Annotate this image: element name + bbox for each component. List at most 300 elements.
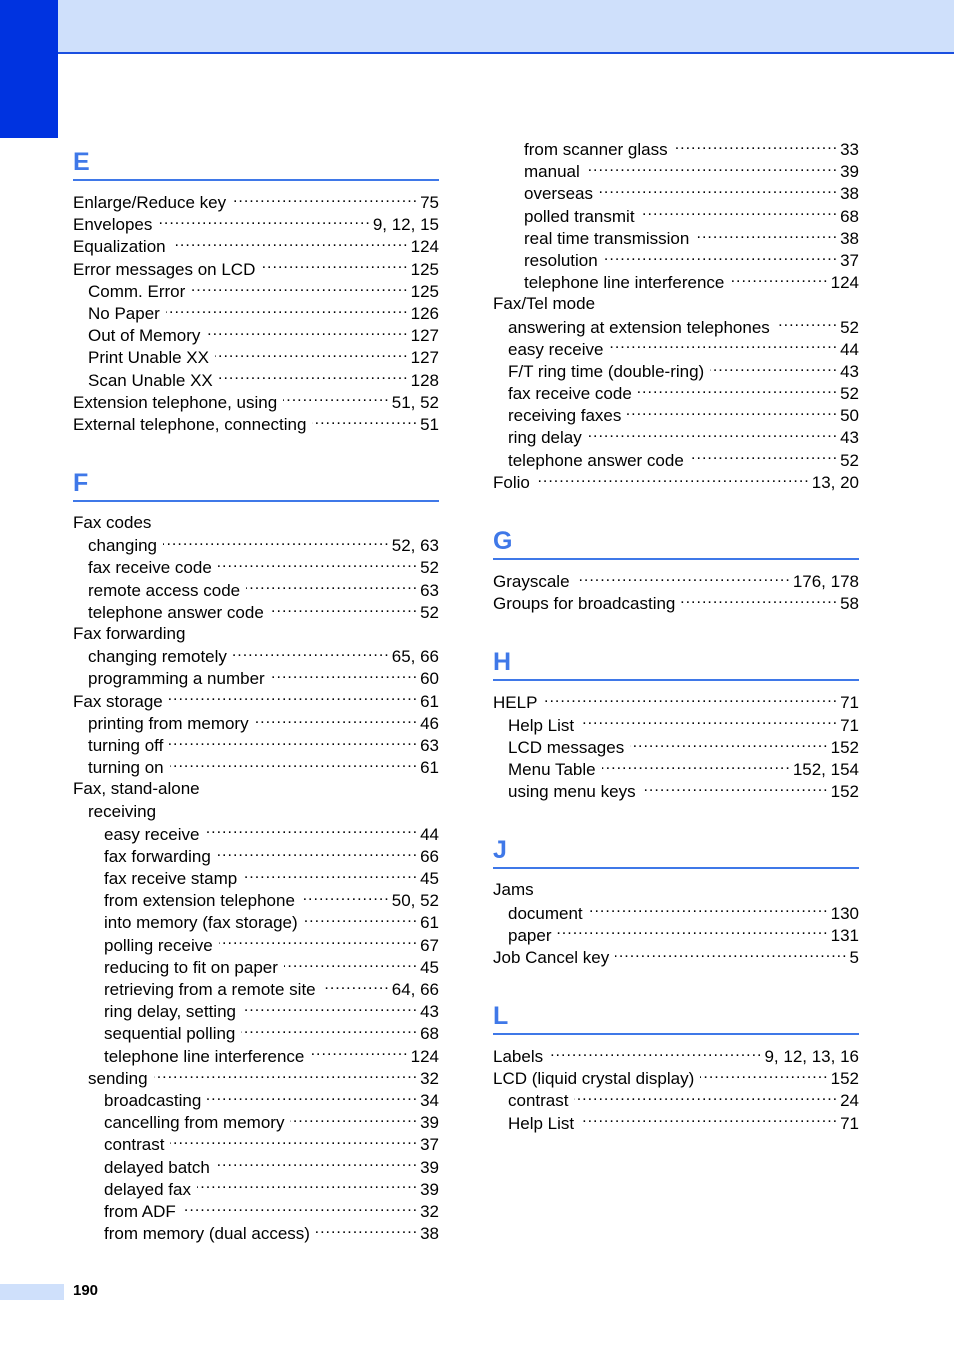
index-pages: 52, 63 bbox=[391, 536, 439, 556]
index-pages: 124 bbox=[410, 237, 439, 257]
index-pages: 64, 66 bbox=[391, 980, 439, 999]
dot-leader bbox=[304, 911, 418, 928]
index-term: into memory (fax storage) bbox=[104, 913, 298, 933]
dot-leader bbox=[776, 316, 838, 333]
index-pages: 124 bbox=[410, 1046, 439, 1066]
index-pages: 68 bbox=[420, 1024, 439, 1044]
index-entry bbox=[493, 160, 859, 182]
dot-leader bbox=[219, 934, 418, 951]
footer-band bbox=[0, 1284, 64, 1300]
dot-leader bbox=[586, 160, 838, 177]
index-term: ring delay, setting bbox=[104, 1002, 236, 1022]
index-term: contrast bbox=[508, 1091, 569, 1111]
dot-leader bbox=[674, 138, 838, 155]
index-entry bbox=[73, 756, 439, 778]
index-term: remote access code bbox=[88, 580, 241, 600]
index-term: ring delay bbox=[508, 428, 582, 448]
dot-leader bbox=[169, 690, 418, 707]
index-term: Comm. Error bbox=[88, 281, 186, 301]
index-pages: 43 bbox=[840, 428, 859, 448]
index-pages: 68 bbox=[840, 206, 859, 226]
index-pages: 60 bbox=[420, 669, 439, 689]
index-entry bbox=[73, 911, 439, 933]
dot-leader bbox=[232, 191, 418, 208]
dot-leader bbox=[681, 592, 838, 609]
index-entry bbox=[493, 691, 859, 713]
dot-leader bbox=[301, 889, 390, 906]
dot-leader bbox=[690, 449, 838, 466]
index-entry bbox=[73, 889, 439, 911]
index-pages: 51, 52 bbox=[391, 392, 439, 412]
index-pages: 71 bbox=[840, 715, 859, 735]
index-entry bbox=[493, 946, 859, 968]
index-term: sending bbox=[88, 1068, 148, 1088]
dot-leader bbox=[642, 780, 829, 797]
index-entry bbox=[73, 667, 439, 689]
index-entry bbox=[73, 845, 439, 867]
index-entry bbox=[73, 823, 439, 845]
index-pages: 38 bbox=[420, 1224, 439, 1244]
index-entry bbox=[493, 924, 859, 946]
index-pages: 44 bbox=[420, 824, 439, 844]
dot-leader bbox=[630, 736, 828, 753]
dot-leader bbox=[557, 924, 828, 941]
index-entry bbox=[73, 534, 439, 556]
index-entry bbox=[73, 1222, 439, 1244]
index-entry bbox=[73, 956, 439, 978]
section-gap bbox=[493, 968, 859, 992]
index-term: cancelling from memory bbox=[104, 1113, 285, 1133]
index-term: Help List bbox=[508, 715, 575, 735]
dot-leader bbox=[290, 1111, 418, 1128]
index-pages: 63 bbox=[420, 735, 439, 755]
index-entry bbox=[73, 280, 439, 302]
dot-leader bbox=[261, 258, 408, 275]
index-pages: 5 bbox=[849, 947, 859, 967]
index-term: fax receive code bbox=[508, 384, 632, 404]
index-entry bbox=[73, 413, 439, 435]
index-pages: 39 bbox=[840, 162, 859, 182]
index-term: easy receive bbox=[104, 824, 200, 844]
index-pages: 39 bbox=[420, 1179, 439, 1199]
index-term: No Paper bbox=[88, 303, 160, 323]
index-pages: 44 bbox=[840, 339, 859, 359]
index-term: Enlarge/Reduce key bbox=[73, 193, 227, 212]
index-entry bbox=[73, 1089, 439, 1111]
dot-leader bbox=[242, 1000, 418, 1017]
index-term: programming a number bbox=[88, 669, 265, 689]
index-entry bbox=[73, 1156, 439, 1178]
dot-leader bbox=[271, 667, 418, 684]
index-pages: 39 bbox=[420, 1157, 439, 1177]
index-entry bbox=[493, 249, 859, 271]
index-entry bbox=[73, 324, 439, 346]
index-entry bbox=[73, 1111, 439, 1133]
heading-rule bbox=[73, 500, 439, 502]
index-column-right bbox=[493, 138, 859, 1134]
index-pages: 125 bbox=[410, 281, 439, 301]
index-entry bbox=[73, 934, 439, 956]
index-column-left bbox=[73, 138, 439, 1244]
index-entry bbox=[73, 213, 439, 235]
dot-leader bbox=[580, 714, 838, 731]
index-letter-heading: E bbox=[73, 148, 90, 176]
index-term: Extension telephone, using bbox=[73, 392, 278, 412]
index-term: sequential polling bbox=[104, 1024, 236, 1044]
index-term: Envelopes bbox=[73, 215, 153, 235]
dot-leader bbox=[638, 382, 838, 399]
dot-leader bbox=[615, 946, 847, 963]
heading-rule bbox=[493, 679, 859, 681]
index-term: delayed batch bbox=[104, 1157, 210, 1177]
dot-leader bbox=[206, 324, 408, 341]
dot-leader bbox=[158, 213, 370, 230]
dot-leader bbox=[154, 1067, 419, 1084]
section-gap bbox=[73, 435, 439, 459]
index-pages: 46 bbox=[420, 713, 439, 733]
dot-leader bbox=[182, 1200, 418, 1217]
index-entry bbox=[493, 227, 859, 249]
index-entry bbox=[493, 736, 859, 758]
index-term: Scan Unable XX bbox=[88, 370, 213, 390]
index-pages: 24 bbox=[840, 1091, 859, 1111]
index-term: delayed fax bbox=[104, 1179, 191, 1199]
index-entry bbox=[493, 138, 859, 160]
index-entry bbox=[73, 391, 439, 413]
index-term: from scanner glass bbox=[524, 140, 668, 159]
index-term: resolution bbox=[524, 250, 598, 270]
index-pages: 9, 12, 13, 16 bbox=[764, 1047, 859, 1067]
dot-leader bbox=[695, 227, 838, 244]
dot-leader bbox=[216, 1156, 418, 1173]
index-entry bbox=[493, 205, 859, 227]
index-letter-heading: G bbox=[493, 527, 513, 555]
index-term: real time transmission bbox=[524, 228, 690, 248]
index-entry bbox=[73, 302, 439, 324]
index-pages: 127 bbox=[410, 326, 439, 346]
dot-leader bbox=[255, 712, 418, 729]
index-entry bbox=[493, 271, 859, 293]
index-term: receiving bbox=[88, 801, 157, 821]
index-entry bbox=[493, 1112, 859, 1134]
index-term: Fax, stand-alone bbox=[73, 779, 200, 799]
index-term: Job Cancel key bbox=[493, 947, 610, 967]
index-pages: 38 bbox=[840, 184, 859, 204]
index-entry bbox=[493, 1045, 859, 1067]
index-entry bbox=[73, 778, 439, 800]
index-term: Jams bbox=[493, 880, 534, 900]
index-entry bbox=[493, 360, 859, 382]
index-pages: 61 bbox=[420, 691, 439, 711]
index-term: External telephone, connecting bbox=[73, 414, 307, 434]
index-entry bbox=[493, 758, 859, 780]
index-entry bbox=[73, 512, 439, 534]
dot-leader bbox=[207, 1089, 418, 1106]
index-entry bbox=[493, 471, 859, 493]
index-entry bbox=[73, 191, 439, 213]
index-pages: 152 bbox=[830, 737, 859, 757]
index-pages: 39 bbox=[420, 1113, 439, 1133]
index-pages: 52 bbox=[840, 450, 859, 470]
index-entry bbox=[73, 1022, 439, 1044]
index-term: fax forwarding bbox=[104, 846, 211, 866]
dot-leader bbox=[270, 601, 418, 618]
dot-leader bbox=[574, 1089, 838, 1106]
index-pages: 130 bbox=[830, 903, 859, 923]
index-entry bbox=[73, 801, 439, 823]
index-pages: 126 bbox=[410, 303, 439, 323]
index-term: telephone answer code bbox=[508, 450, 684, 470]
index-entry bbox=[493, 426, 859, 448]
dot-leader bbox=[589, 902, 829, 919]
index-entry bbox=[493, 902, 859, 924]
index-pages: 38 bbox=[840, 228, 859, 248]
dot-leader bbox=[170, 1133, 418, 1150]
index-pages: 37 bbox=[840, 250, 859, 270]
index-pages: 61 bbox=[420, 758, 439, 778]
dot-leader bbox=[536, 471, 810, 488]
index-entry bbox=[73, 712, 439, 734]
index-pages: 63 bbox=[420, 580, 439, 600]
index-letter-heading: J bbox=[493, 836, 507, 865]
index-letter-heading: L bbox=[493, 1002, 509, 1031]
index-term: answering at extension telephones bbox=[508, 317, 770, 337]
index-entry bbox=[73, 579, 439, 601]
index-pages: 71 bbox=[840, 1113, 859, 1133]
index-entry bbox=[73, 1200, 439, 1222]
index-term: from ADF bbox=[104, 1201, 176, 1221]
index-entry bbox=[493, 1067, 859, 1089]
index-entry bbox=[493, 338, 859, 360]
index-term: telephone answer code bbox=[88, 602, 264, 622]
index-pages: 66 bbox=[420, 846, 439, 866]
index-term: Folio bbox=[493, 472, 530, 492]
dot-leader bbox=[609, 338, 838, 355]
index-pages: 37 bbox=[420, 1135, 439, 1155]
index-term: F/T ring time (double-ring) bbox=[508, 361, 705, 381]
index-entry bbox=[73, 601, 439, 623]
index-term: changing remotely bbox=[88, 647, 227, 667]
index-term: Fax forwarding bbox=[73, 624, 186, 643]
section-gap bbox=[493, 493, 859, 517]
index-term: Menu Table bbox=[508, 759, 596, 779]
index-term: Groups for broadcasting bbox=[493, 594, 676, 614]
index-entry bbox=[493, 592, 859, 614]
header-band bbox=[58, 0, 954, 54]
index-term: Help List bbox=[508, 1113, 575, 1133]
index-entry bbox=[73, 734, 439, 756]
index-term: fax receive code bbox=[88, 558, 212, 578]
index-term: easy receive bbox=[508, 339, 604, 359]
index-entry bbox=[493, 404, 859, 426]
index-entry bbox=[493, 182, 859, 204]
index-pages: 67 bbox=[420, 935, 439, 955]
index-pages: 127 bbox=[410, 348, 439, 368]
dot-leader bbox=[191, 280, 408, 297]
dot-leader bbox=[580, 1112, 838, 1129]
dot-leader bbox=[197, 1178, 418, 1195]
dot-leader bbox=[215, 346, 409, 363]
index-term: contrast bbox=[104, 1135, 165, 1155]
index-entry bbox=[493, 570, 859, 592]
dot-leader bbox=[310, 1045, 408, 1062]
index-term: Equalization bbox=[73, 237, 166, 257]
index-entry bbox=[73, 1067, 439, 1089]
dot-leader bbox=[316, 1222, 418, 1239]
dot-leader bbox=[170, 756, 418, 773]
index-pages: 152 bbox=[830, 782, 859, 802]
index-term: printing from memory bbox=[88, 713, 249, 733]
dot-leader bbox=[312, 413, 418, 430]
index-pages: 51 bbox=[420, 414, 439, 434]
heading-rule bbox=[493, 867, 859, 869]
index-term: Out of Memory bbox=[88, 326, 201, 346]
index-entry bbox=[73, 690, 439, 712]
index-term: Print Unable XX bbox=[88, 348, 209, 368]
heading-rule bbox=[493, 1033, 859, 1035]
index-term: broadcasting bbox=[104, 1090, 202, 1110]
dot-leader bbox=[602, 758, 791, 775]
index-entry bbox=[73, 978, 439, 1000]
index-term: Labels bbox=[493, 1047, 544, 1067]
index-pages: 34 bbox=[420, 1090, 439, 1110]
dot-leader bbox=[169, 734, 418, 751]
index-pages: 61 bbox=[420, 913, 439, 933]
index-term: HELP bbox=[493, 693, 538, 713]
dot-leader bbox=[243, 867, 418, 884]
dot-leader bbox=[283, 391, 390, 408]
index-pages: 45 bbox=[420, 869, 439, 889]
dot-leader bbox=[730, 271, 828, 288]
index-pages: 124 bbox=[830, 273, 859, 293]
index-term: from extension telephone bbox=[104, 891, 295, 911]
index-entry bbox=[73, 346, 439, 368]
heading-rule bbox=[73, 179, 439, 181]
index-pages: 32 bbox=[420, 1068, 439, 1088]
index-term: Grayscale bbox=[493, 572, 570, 591]
index-term: overseas bbox=[524, 184, 593, 204]
section-gap bbox=[493, 802, 859, 826]
index-term: LCD (liquid crystal display) bbox=[493, 1069, 695, 1089]
chapter-tab bbox=[0, 0, 58, 138]
index-entry bbox=[73, 1000, 439, 1022]
index-entry bbox=[73, 1045, 439, 1067]
dot-leader bbox=[710, 360, 838, 377]
section-gap bbox=[493, 614, 859, 638]
heading-rule bbox=[493, 558, 859, 560]
index-pages: 52 bbox=[420, 558, 439, 578]
index-pages: 9, 12, 15 bbox=[372, 215, 439, 235]
index-pages: 176, 178 bbox=[792, 572, 859, 591]
dot-leader bbox=[246, 579, 418, 596]
index-entry bbox=[493, 316, 859, 338]
index-entry bbox=[73, 258, 439, 280]
dot-leader bbox=[217, 845, 418, 862]
index-term: using menu keys bbox=[508, 782, 636, 802]
dot-leader bbox=[172, 235, 409, 252]
index-pages: 58 bbox=[840, 594, 859, 614]
page-number: 190 bbox=[73, 1282, 99, 1299]
index-entry bbox=[73, 235, 439, 257]
index-pages: 52 bbox=[840, 317, 859, 337]
index-entry bbox=[493, 1089, 859, 1111]
dot-leader bbox=[322, 978, 390, 995]
dot-leader bbox=[599, 182, 838, 199]
index-pages: 131 bbox=[830, 925, 859, 945]
dot-leader bbox=[219, 369, 409, 386]
dot-leader bbox=[218, 556, 418, 573]
index-term: manual bbox=[524, 162, 580, 182]
index-entry bbox=[493, 382, 859, 404]
index-pages: 71 bbox=[840, 693, 859, 713]
index-entry bbox=[73, 867, 439, 889]
dot-leader bbox=[604, 249, 838, 266]
index-pages: 33 bbox=[840, 140, 859, 159]
index-entry bbox=[493, 449, 859, 471]
index-term: polling receive bbox=[104, 935, 213, 955]
index-term: fax receive stamp bbox=[104, 869, 238, 889]
index-entry bbox=[73, 645, 439, 667]
dot-leader bbox=[163, 534, 390, 551]
index-entry bbox=[73, 556, 439, 578]
index-term: telephone line interference bbox=[104, 1046, 305, 1066]
index-term: Fax storage bbox=[73, 691, 163, 711]
index-letter-heading: H bbox=[493, 648, 512, 677]
index-entry bbox=[73, 1178, 439, 1200]
index-entry bbox=[493, 714, 859, 736]
dot-leader bbox=[576, 570, 791, 587]
index-pages: 65, 66 bbox=[391, 647, 439, 667]
index-term: document bbox=[508, 903, 583, 923]
index-entry bbox=[73, 369, 439, 391]
index-term: changing bbox=[88, 536, 158, 556]
index-term: receiving faxes bbox=[508, 406, 622, 426]
dot-leader bbox=[241, 1022, 418, 1039]
index-entry bbox=[73, 623, 439, 645]
index-term: Fax codes bbox=[73, 513, 152, 533]
index-pages: 13, 20 bbox=[811, 472, 859, 492]
index-term: reducing to fit on paper bbox=[104, 957, 278, 977]
dot-leader bbox=[205, 823, 418, 840]
dot-leader bbox=[284, 956, 418, 973]
index-entry bbox=[493, 780, 859, 802]
index-pages: 50 bbox=[840, 406, 859, 426]
index-term: from memory (dual access) bbox=[104, 1224, 310, 1244]
index-term: Fax/Tel mode bbox=[493, 294, 596, 314]
index-pages: 50, 52 bbox=[391, 891, 439, 911]
index-term: turning off bbox=[88, 735, 164, 755]
dot-leader bbox=[588, 426, 838, 443]
index-pages: 152 bbox=[830, 1069, 859, 1089]
index-term: telephone line interference bbox=[524, 273, 725, 293]
dot-leader bbox=[549, 1045, 762, 1062]
index-term: retrieving from a remote site bbox=[104, 980, 316, 999]
index-pages: 128 bbox=[410, 370, 439, 390]
index-term: LCD messages bbox=[508, 737, 625, 757]
dot-leader bbox=[543, 691, 838, 708]
index-term: turning on bbox=[88, 758, 164, 778]
index-pages: 45 bbox=[420, 957, 439, 977]
dot-leader bbox=[233, 645, 390, 662]
index-pages: 125 bbox=[410, 259, 439, 279]
index-entry bbox=[493, 293, 859, 315]
index-entry bbox=[73, 1133, 439, 1155]
dot-leader bbox=[700, 1067, 828, 1084]
dot-leader bbox=[641, 205, 839, 222]
index-letter-heading: F bbox=[73, 469, 89, 498]
index-entry bbox=[493, 879, 859, 901]
dot-leader bbox=[166, 302, 409, 319]
